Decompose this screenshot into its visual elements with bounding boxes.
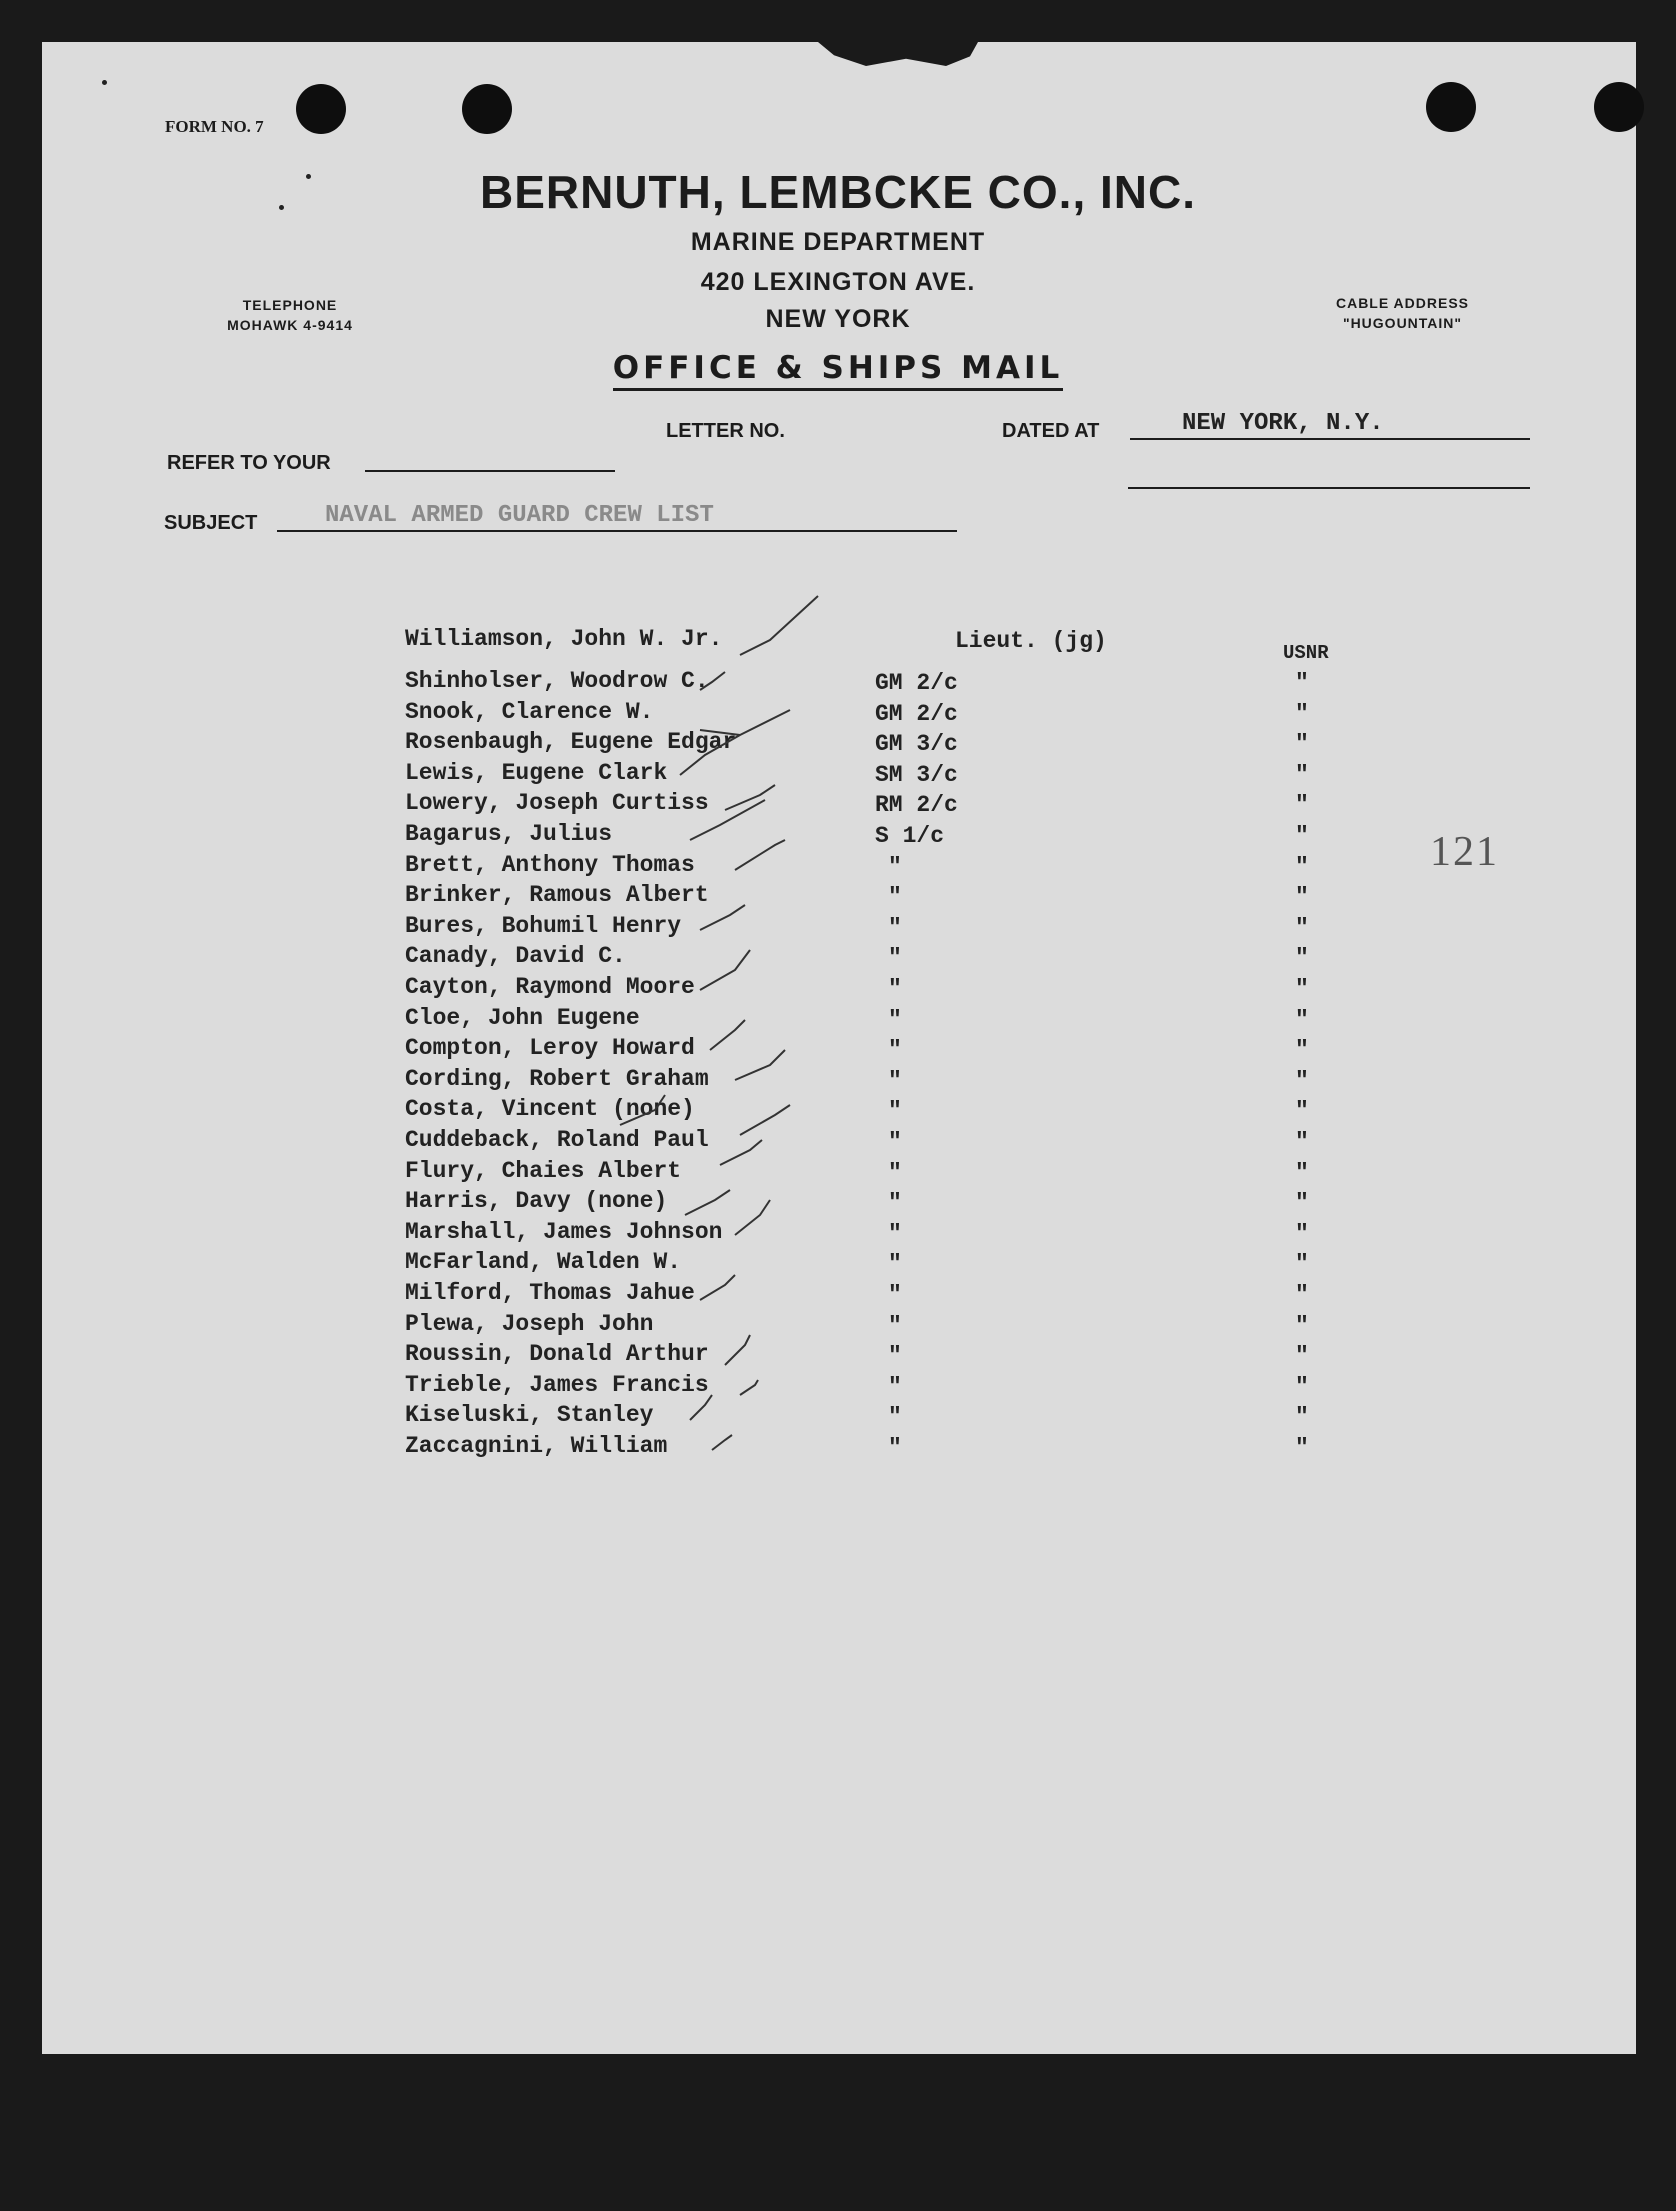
crew-service: " [1295, 1435, 1309, 1461]
crew-rating: " [888, 1067, 902, 1094]
crew-service: " [1295, 853, 1309, 880]
crew-name: Snook, Clarence W. [405, 698, 654, 725]
crew-service: " [1295, 1159, 1309, 1186]
crew-name: Rosenbaugh, Eugene Edgar [405, 729, 737, 756]
crew-name: Cloe, John Eugene [405, 1004, 640, 1031]
crew-service: USNR [1283, 642, 1329, 664]
crew-name: Costa, Vincent (none) [405, 1096, 695, 1123]
crew-name: Milford, Thomas Jahue [405, 1280, 695, 1306]
crew-service: " [1295, 1373, 1309, 1400]
form-number: FORM NO. 7 [165, 117, 264, 136]
crew-rating: GM 2/c [875, 700, 958, 727]
crew-name: Brinker, Ramous Albert [405, 882, 709, 909]
crew-name: Trieble, James Francis [405, 1371, 709, 1398]
crew-rating: " [888, 1037, 902, 1064]
crew-rating: " [888, 1190, 902, 1217]
crew-rating: GM 3/c [875, 731, 958, 758]
crew-name: Shinholser, Woodrow C. [405, 668, 709, 694]
dated-at-label: DATED AT [1002, 420, 1100, 442]
telephone-label: TELEPHONE [242, 297, 338, 313]
page-number: 121 [1430, 829, 1499, 875]
crew-name: Cording, Robert Graham [405, 1065, 709, 1092]
punch-hole [462, 84, 512, 134]
crew-rating: " [888, 945, 902, 972]
telephone-block [205, 295, 375, 335]
document-page [42, 42, 1636, 2054]
crew-service: " [1295, 976, 1309, 1002]
crew-rating: " [888, 1129, 902, 1155]
cable-label: CABLE ADDRESS [1335, 295, 1470, 311]
crew-name: Kiseluski, Stanley [405, 1402, 654, 1429]
crew-rating: GM 2/c [875, 670, 958, 696]
crew-name: Zaccagnini, William [405, 1433, 668, 1459]
letter-no-label: LETTER NO. [666, 420, 785, 442]
crew-service: " [1295, 1190, 1309, 1217]
crew-service: " [1295, 1343, 1309, 1370]
crew-rating: " [888, 1251, 902, 1278]
crew-service: " [1295, 1006, 1309, 1033]
subject-line [277, 530, 957, 532]
refer-label: REFER TO YOUR [167, 452, 331, 474]
crew-rating: " [888, 1098, 902, 1125]
crew-rating: SM 3/c [875, 761, 958, 788]
street-address: 420 LEXINGTON AVE. [700, 268, 976, 296]
punch-hole [1426, 82, 1476, 132]
crew-service: " [1295, 1220, 1309, 1247]
crew-rating: S 1/c [875, 823, 945, 849]
crew-name: Harris, Davy (none) [405, 1188, 668, 1215]
crew-service: " [1295, 670, 1309, 696]
crew-service: " [1295, 945, 1309, 972]
crew-name: Lowery, Joseph Curtiss [405, 790, 709, 817]
crew-service: " [1295, 731, 1309, 758]
crew-service: " [1295, 761, 1309, 788]
crew-rating: " [888, 1159, 902, 1186]
crew-service: " [1295, 700, 1309, 727]
crew-rating: " [888, 1435, 902, 1461]
crew-service: " [1295, 1129, 1309, 1155]
crew-service: " [1295, 914, 1309, 941]
cable-block [1315, 293, 1490, 333]
crew-rating: " [888, 1343, 902, 1370]
blank-line [1128, 487, 1530, 489]
crew-name: Brett, Anthony Thomas [405, 851, 695, 878]
crew-rating: " [888, 914, 902, 941]
crew-rating: " [888, 1404, 902, 1431]
crew-service: " [1295, 884, 1309, 911]
refer-line [365, 470, 615, 472]
crew-service: " [1295, 1251, 1309, 1278]
dated-at-value: NEW YORK, N.Y. [1182, 410, 1384, 437]
crew-name: Bagarus, Julius [405, 821, 613, 847]
crew-name: Roussin, Donald Arthur [405, 1341, 709, 1368]
telephone-number: MOHAWK 4-9414 [227, 317, 353, 333]
banner-text: OFFICE & SHIPS MAIL [613, 350, 1064, 391]
crew-rating: " [888, 853, 902, 880]
crew-rating: " [888, 1282, 902, 1308]
crew-name: McFarland, Walden W. [405, 1249, 682, 1276]
subject-value: NAVAL ARMED GUARD CREW LIST [325, 502, 714, 529]
punch-hole [1594, 82, 1644, 132]
crew-rating: " [888, 1006, 902, 1033]
paper-tear [818, 42, 978, 66]
crew-name: Flury, Chaies Albert [405, 1157, 682, 1184]
crew-name: Plewa, Joseph John [405, 1310, 654, 1337]
crew-service: " [1295, 823, 1309, 849]
crew-rating: " [888, 1373, 902, 1400]
department: MARINE DEPARTMENT [690, 228, 986, 256]
crew-name: Bures, Bohumil Henry [405, 912, 682, 939]
ink-speck [102, 80, 107, 85]
crew-name: Canady, David C. [405, 943, 626, 970]
crew-name: Lewis, Eugene Clark [405, 759, 668, 786]
crew-service: " [1295, 1037, 1309, 1064]
crew-service: " [1295, 1404, 1309, 1431]
crew-rating: " [888, 884, 902, 911]
crew-service: " [1295, 1098, 1309, 1125]
crew-rating: RM 2/c [875, 792, 958, 819]
crew-service: " [1295, 1067, 1309, 1094]
dated-at-line [1130, 438, 1530, 440]
punch-hole [296, 84, 346, 134]
company-name: BERNUTH, LEMBCKE CO., INC. [480, 166, 1196, 218]
crew-rating: Lieut. (jg) [955, 628, 1107, 654]
crew-rating: " [888, 1312, 902, 1339]
crew-service: " [1295, 1282, 1309, 1308]
crew-service: " [1295, 1312, 1309, 1339]
crew-name: Compton, Leroy Howard [405, 1035, 695, 1062]
crew-rating: " [888, 1220, 902, 1247]
crew-name: Cayton, Raymond Moore [405, 974, 695, 1000]
cable-address: "HUGOUNTAIN" [1342, 315, 1463, 331]
crew-name: Marshall, James Johnson [405, 1218, 723, 1245]
crew-rating: " [888, 976, 902, 1002]
crew-name: Cuddeback, Roland Paul [405, 1127, 709, 1153]
city: NEW YORK [765, 305, 911, 333]
crew-service: " [1295, 792, 1309, 819]
banner-title [0, 350, 1676, 386]
subject-label: SUBJECT [164, 512, 258, 534]
crew-name: Williamson, John W. Jr. [405, 626, 723, 652]
